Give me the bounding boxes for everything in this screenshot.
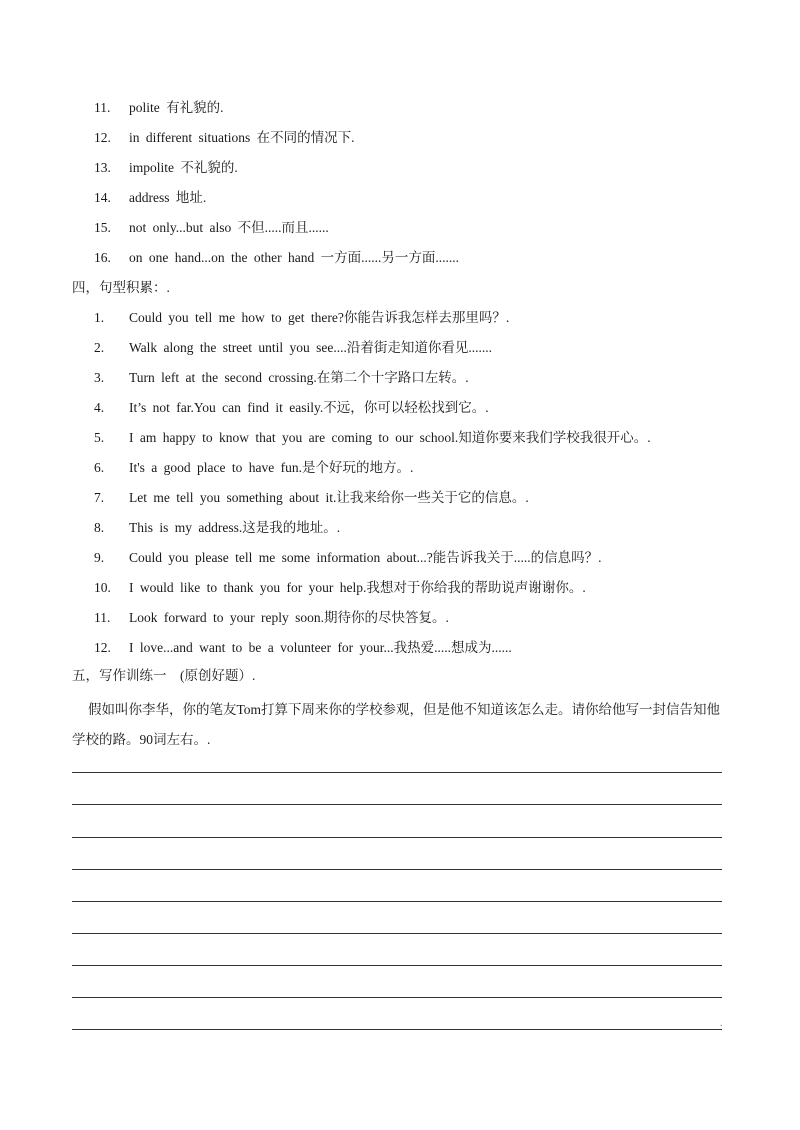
sentence-text: Could you please tell me some information about...?能告诉我关于.....的信息吗？. xyxy=(129,550,602,565)
sentence-text: It's a good place to have fun.是个好玩的地方。. xyxy=(129,460,414,475)
writing-line[interactable] xyxy=(72,965,722,966)
sentence-text: This is my address.这是我的地址。. xyxy=(129,520,341,535)
end-mark: . xyxy=(720,1018,723,1029)
sentence-text: It’s not far.You can find it easily.不远，你可以轻松找到它。. xyxy=(129,400,489,415)
section-5-heading: 五，写作训练一 (原创好题）. xyxy=(72,668,256,683)
sentence-number: 3. xyxy=(94,370,105,385)
vocab-number: 13. xyxy=(94,160,111,175)
sentence-text: Let me tell you something about it.让我来给你一些关于它的信息。. xyxy=(129,490,529,505)
vocab-number: 14. xyxy=(94,190,111,205)
sentence-number: 8. xyxy=(94,520,105,535)
sentence-number: 6. xyxy=(94,460,105,475)
sentence-number: 10. xyxy=(94,580,111,595)
sentence-text: I love...and want to be a volunteer for your...我热爱.....想成为...... xyxy=(129,640,512,655)
writing-line[interactable] xyxy=(72,772,722,773)
sentence-text: Look forward to your reply soon.期待你的尽快答复。. xyxy=(129,610,449,625)
sentence-number: 7. xyxy=(94,490,105,505)
sentence-number: 5. xyxy=(94,430,105,445)
vocab-text: impolite 不礼貌的. xyxy=(129,160,238,175)
sentence-number: 9. xyxy=(94,550,105,565)
sentence-text: Could you tell me how to get there?你能告诉我怎样去那里吗？. xyxy=(129,310,510,325)
writing-line[interactable] xyxy=(72,933,722,934)
vocab-text: polite 有礼貌的. xyxy=(129,100,224,115)
sentence-number: 11. xyxy=(94,610,111,625)
sentence-text: I would like to thank you for your help.我想对于你给我的帮助说声谢谢你。. xyxy=(129,580,586,595)
writing-prompt: 假如叫你李华，你的笔友Tom打算下周来你的学校参观，但是他不知道该怎么走。请你给他写一封信告知他学校的路。90词左右。. xyxy=(72,702,721,747)
writing-line[interactable] xyxy=(72,997,722,998)
writing-line[interactable] xyxy=(72,837,722,838)
sentence-number: 2. xyxy=(94,340,105,355)
vocab-number: 12. xyxy=(94,130,111,145)
writing-line[interactable] xyxy=(72,1029,722,1030)
sentence-number: 4. xyxy=(94,400,105,415)
vocab-number: 11. xyxy=(94,100,111,115)
vocab-text: on one hand...on the other hand 一方面......另一方面....... xyxy=(129,250,459,265)
sentence-number: 1. xyxy=(94,310,105,325)
vocab-number: 16. xyxy=(94,250,111,265)
sentence-number: 12. xyxy=(94,640,111,655)
vocab-number: 15. xyxy=(94,220,111,235)
sentence-text: I am happy to know that you are coming to our school.知道你要来我们学校我很开心。. xyxy=(129,430,651,445)
vocab-text: not only...but also 不但.....而且...... xyxy=(129,220,329,235)
writing-line[interactable] xyxy=(72,804,722,805)
vocab-text: address 地址. xyxy=(129,190,207,205)
vocab-text: in different situations 在不同的情况下. xyxy=(129,130,355,145)
writing-line[interactable] xyxy=(72,869,722,870)
sentence-text: Turn left at the second crossing.在第二个十字路口左转。. xyxy=(129,370,469,385)
writing-line[interactable] xyxy=(72,901,722,902)
sentence-text: Walk along the street until you see....沿着街走知道你看见....... xyxy=(129,340,492,355)
section-4-heading: 四，句型积累：. xyxy=(72,280,170,295)
